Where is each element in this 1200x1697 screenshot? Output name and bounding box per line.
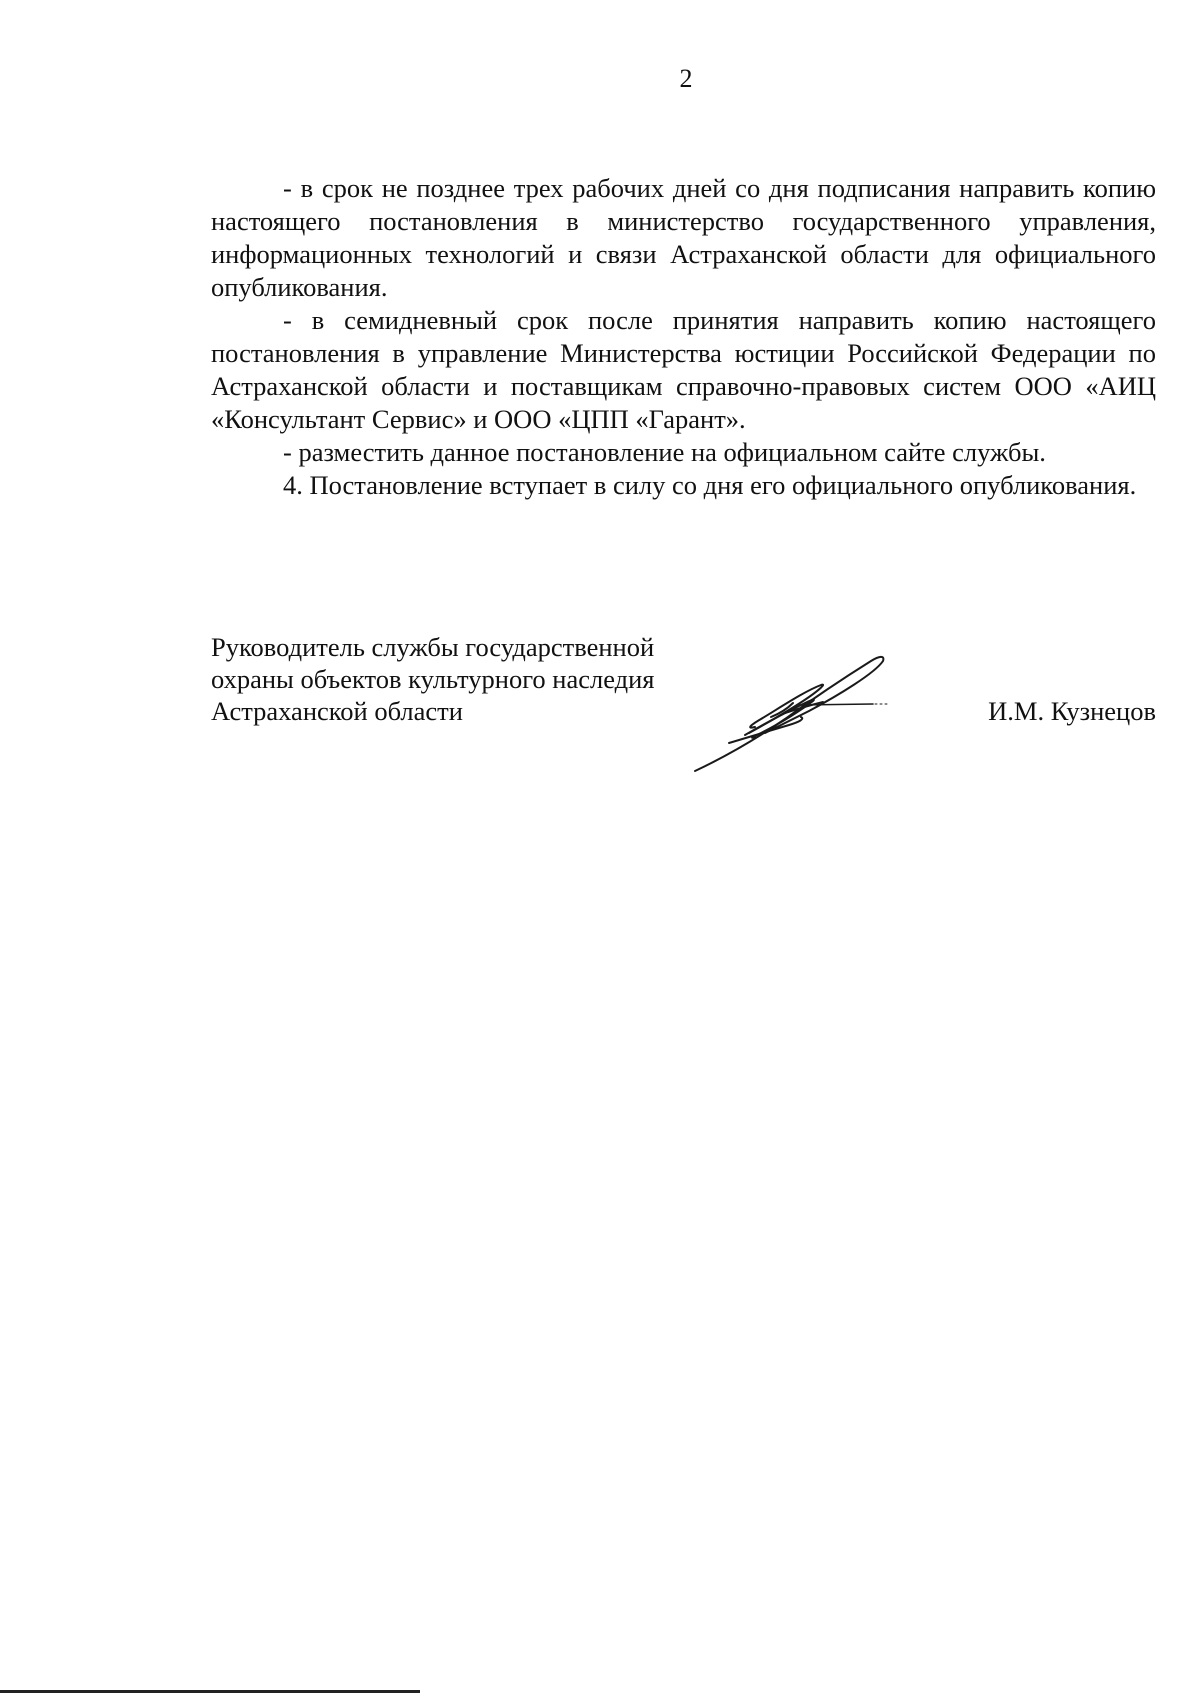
- signer-title-line: Руководитель службы государственной: [211, 632, 655, 662]
- page-number: 2: [679, 64, 693, 93]
- signer-title-line: Астраханской области: [211, 696, 463, 726]
- handwritten-signature-icon: [689, 647, 919, 777]
- signer-name: И.М. Кузнецов: [988, 696, 1156, 726]
- paragraph-effective-date: 4. Постановление вступает в силу со дня его официального опубликования.: [283, 470, 1137, 500]
- document-body: [211, 172, 1156, 502]
- paragraph-publication-copy: - в срок не позднее трех рабочих дней со дня подписания направить копию настоящего постановления в министерство государственного управления, информационных технологий и связи Астраханской области для официального опубликования.: [211, 173, 1156, 302]
- paragraph-website-publication: - разместить данное постановление на официальном сайте службы.: [283, 437, 1046, 467]
- signer-title-line: охраны объектов культурного наследия: [211, 664, 655, 694]
- signer-title: [211, 631, 731, 727]
- paragraph-justice-ministry-copy: - в семидневный срок после принятия направить копию настоящего постановления в управление Министерства юстиции Российской Федерации по Астраханской области и поставщикам справочно-правовых систем ООО «АИЦ «Консультант Сервис» и ООО «ЦПП «Гарант».: [211, 305, 1156, 434]
- scan-edge-line: [0, 1690, 420, 1693]
- signature-block: [211, 631, 1156, 781]
